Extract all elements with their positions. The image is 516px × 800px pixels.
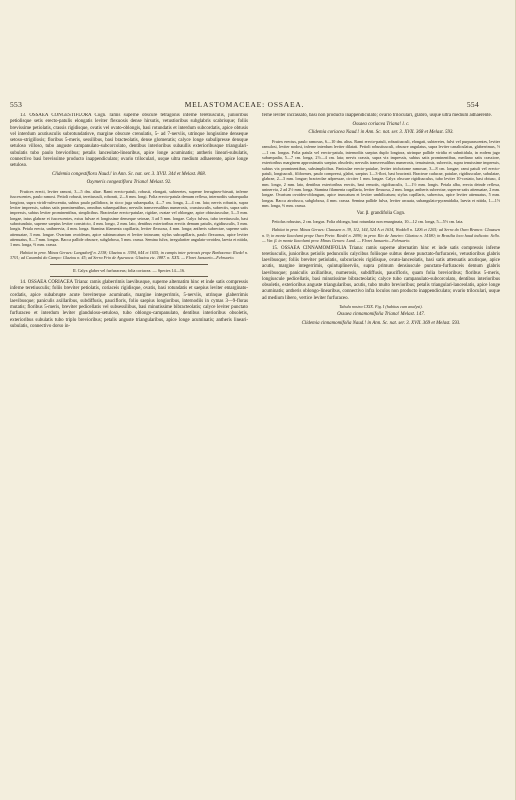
- species-15-diagnosis: 15. OSSAEA CINNAMOMIFOLIA Triana: ramis superne alternatim hinc et inde satis compressis inferne teretiusculis, junioribus petiolis pedunculis calycibus foliisque subtus dense punctato-furfuraceis, vetustioribus glabris laevibusque; foliis breviter petiolatis, subcoriaceis rigidisque, ovato-lanceolatis, basi satis attenuatis acutisque, apice acutis, margine integerrimis, quintuplinerviis, supra primum densiuscule punctato-furfuraceis demum glabris laevibusque; paniculis axillaribus, numerosis, subdiffusis, paucifloris, quam folia brevioribus; floribus 5-meris, longiuscule pedicellatis, basi minutissime bibracteolatis; calyce tubo campanulato-subcorcolato, dentibus interioribus obsoletis, exterioribus anguste triangularibus, acutis, tubo multo brevioribus; petalis triangulari-lanceolatis, apice longe acuminatis; antheris oblongo-linearibus, connectivo infra loculos non producto inappendiculato; ovario triloculari, usque ad medium libero, vertice leviter furfuraceo.: [262, 245, 500, 301]
- right-column: [262, 113, 500, 718]
- species-13-diagnosis: 13. OSSAEA CONGESTIFLORA Cogn. ramis superne obscure tetragonis inferne teretiusculis, junioribus petiolisque setis erecto-patulis elongatis leviter flexuosis dense hirsutis, vetustioribus subglabris scabrisque; foliis brevissime petiolatis, crassis rigidisque, ovatis vel ovato-oblongis, basi rotundatis et interdum subcordatis, apice obtusis vel interdum acutiusculis subrotundatisve, margine obscure crenulatis, 5- ad 7-nerviis, utrinque longissime denseque setoso-strigillosis; floribus 5-meris, sessilibus, basi bracteolatis, dense glomeratis; calyce longe subulipresse densque setuloso villoso, tubo anguste campanulato-subcorcolato, dentibus interioribus subaullis exterioribusque triangulari-subulatis tubo paulo brevioribus; petalis lanceolato-linearibus, apice longe acuminatis; antheris lineari-subulatis, connectivo basi brevissime producto inappendiculato; ovario triloculari, usque ultra medium adhaerente, apice longe setuloso.: [10, 113, 248, 168]
- page-number-left: 553: [10, 100, 23, 109]
- synonym-clidemia-coriacea: Clidemia coriacea Naud.! in Ann. Sc. nat. ser. 3. XVII. 368 et Melast. 593.: [308, 130, 454, 136]
- species-13-description: Frutices erecti, leviter ramosi, 3—5 dm. altae. Rami erecto-patuli, robusti, elongati, subteretes, superne ferrugineo-hirsuti, inferne fuscescentes, paulo ramosi. Petioli robusti, teretiusculi, roborati, 2—6 mm. longi. Folia erecto-patula demum reflexa, internodiis subaequalia longiora, supra viridi-rufescentia, subtus paulo pallidiora, in sicco juga subaequalia, 4—7 cm. longa, 2—4 cm. lata; nervis robustis, supra leviter impressis, subtus satis prominentibus, omnibus subaequalibus; nervulis transversalibus numerosis, crassiusculis, subrectis, supra satis impressis, subtus leviter prominentibus, simplicibus. Bracteolae erecto-patulae, rigidae, ovatae vel oblongae, apice obtusiusculae, 3—5 mm. longae, intus glabrae et fuscescentes, extus fulvae et longissime denseque setosae, 3 ad 5 mm. longae. Calyx fulvus, tubo teretiusculo, basi subrotundato, superne saepius leviter constricto, 4 mm. longo, 2 mm. lato, dentibus exterioribus erectis demum patulis, rigidiusculis, 3 mm. longis. Petala erecta, unibnervia, 4 mm. longa. Stamina filamenta capillaria, leviter flexuosa, 4 mm. longa; antheris subrectae, superne satis attenuatae, 3 mm. longae. Ovarium ovoideum, apice subtruncatum et leviter intrusum; stylus subcapillaris, paulo flexuosus, apice leviter attenuatus, 8—7 mm. longus. Bacca pallide obscure, subglobosa, 5 mm. crassa. Semina fulva, irregulariter angulato-ovoidea, laevia et nitida, 1 mm. longa, ⅔ mm. crassa.: [10, 188, 248, 248]
- species-14-diagnosis-continued: ferne leviter incrassato, basi non producto inappendiculato; ovario triloculari, glabro, usque ultra medium adhaerente.: [262, 113, 492, 118]
- species-14-description: Frutex erectus, paulo ramosus, 6—10 dm. altus. Rami erecto-patuli, robustiusculi, elongati, subteretes, fulvi vel purpurascentes, leviter ramulosi, leviter nodosi, inferne interdum leviter dilatati. Petioli robustiusculi, obscure angulatus, supra leviter canaliculatus, glaberrimus, ½—1 cm. longus. Folia patula vel erecto-patula, internodiis saepius duplo longiora, utrinque pallide viridia et subnitidula, in eodem jugo subaequalia, 5—7 cm. longa, 2½—4 cm. lata; nervis crassis, supra vix impressis, subtus satis prominentibus, mediano satis crassiore, exterioribus marginem approximatis saepius obsoletis; nervulis transversalibus numerosis, tenuissimis, subrectis, supra tenuissime impressis, subtus vix prominentibus, subsimplicibus. Paniculae erecto-patulae, leviter trichotome ramosae, 3—8 cm. longae; rami patuli vel erecto-patuli, longiusculi, filiformes, paulo compressi, glabri, saepius 1—3-flori, basi bracteati. Bracteae caducae, patulae, rigidiusculae, subulatae, glabrae, 2—3 mm. longae; bracteolae adpressae, circiter 1 mm. longae. Calyx obscure rigidiusculus, tubo leviter 10-costato, basi obtuso, 4 mm. longo, 2 mm. lato, dentibus exterioribus erectis, basi remotis, rigidiusculis, 1—1½ mm. longis. Petala alba, erecta deinde reflexa, uninervia, 2 ad 2½ mm. longa. Stamina filamenta capillaria, leviter flexuosa, 2 mm. longa; antheris subrectae, superne satis attenuatae, 2 mm. longae. Ovarium ovoideo-oblongum, apice truncatum et leviter umbilicatum; stylus capillaris, subrectus, apice leviter attenuatus, 5 mm. longus. Bacca atrofusca, subglobosa, 4 mm. crassa. Semina pallide fulva, leviter arcuata, subangulato-pyramidalia, laevia et nitida, 1—1½ mm. longa, ⅔ mm. crassa.: [262, 138, 500, 209]
- species-14-habitat: Habitat in prov. Minas Geraes: Claussen n. 39, 112, 144, 524 A et 1634, Weddell n. 1206 et 1205; ad Serra do Ouro Branco: Claussen n. 9; in monte Itacolumi prope Ouro Preto: Riedel n. 2090; in prov. Rio de Janeiro: Glaziou n. 14180; in Brasilia loco haud indicato: Sello. — Var. β. in monte Itacolumi prov. Minas Geraes: Lund. — Floret Januario—Februario.: [262, 227, 500, 243]
- synonym-ossaea-cinnamomifolia: Ossaea cinnamomifolia Triana! Melast. 147.: [337, 311, 425, 317]
- species-13-habitat: Habitat in prov. Minas Geraes: Langsdorff n. 2138; Glaziou n. 3394, 644 et 1655; in campis inter petrosis prope Barbacena: Riedel n. 3701; ad Caxambú do Campo: Glaziou n. 45; ad Serra Frio de Ayuruoca: Glaziou etc. 1887. n. XXX. — Floret Januario—Februario.: [10, 250, 248, 261]
- section-divider: [50, 264, 208, 265]
- left-column: [10, 113, 248, 757]
- synonym-oxymeris-congestiflora: Oxymeris congestiflora Triana! Melast. 92.: [86, 180, 172, 186]
- synonym-clidemia-cinnamomifolia: Clidemia cinnamomifolia Naud.! in Ann. Sc. nat. ser. 3. XVII. 369 et Melast. 593.: [301, 320, 461, 326]
- variety-grandifolia-description: Petiolus robustus, 2 cm. longus. Folia oblonga, basi rotundata non emarginata, 10—12 cm. longa, 5—5½ cm. lata.: [272, 219, 464, 225]
- running-title: MELASTOMACEAE: OSSAEA.: [184, 100, 305, 109]
- key-group-ii: II. Calyx glaber vel furfuraceus; folia coriacea. — Species 14—16.: [72, 267, 186, 273]
- page-header: [10, 100, 479, 109]
- page-number-right: 554: [466, 100, 479, 109]
- species-14-diagnosis: 14. OSSAEA CORIACEA Triana: ramis glaberrimis laevibusque, superne alternatim hinc et inde satis compressis inferne teretiusculis; foliis breviter petiolatis, coriaceis rigidisque, ovatis, basi rotundatis et saepius leviter emarginato-cordatis, apice subabrupte acute breviterque acuminatis, margine integerrimis, 5-nerviis, utrinque glaberrimis laevibusque; paniculis axillaribus, subdiffusis, paucifloris, folio saepius longioribus, internodiis in cymas 3—9-floras mutatis; floribus 5-meris, breviter pedicellatis vel subsessilibus, basi minutissime bibracteolatis; calyce leviter punctato furfuraceo et interdum leviter glanduloso-setuloso, tubo oblongo-campanulato, dentibus interioribus obsoletis, exterioribus subulatis tubo triplo brevioribus; petalis anguste triangularibus, apice longe acuminatis; antheris lineari-subulatis, connectivo dorso in-: [10, 280, 248, 329]
- section-divider: [50, 276, 208, 277]
- plate-reference: Tabula nostra CXIX. Fig. I (habitus cum analysi).: [339, 304, 423, 310]
- synonym-clidemia-congestiflora: Clidemia congestiflora Naud.! in Ann. Sc. nat. ser. 3. XVII. 344 et Melast. 868.: [52, 171, 206, 177]
- synonym-ossaea-coriacea: Ossaea coriacea Triana! l. c.: [352, 121, 410, 127]
- variety-grandifolia: Var. β. grandifolia Cogn.: [356, 210, 406, 216]
